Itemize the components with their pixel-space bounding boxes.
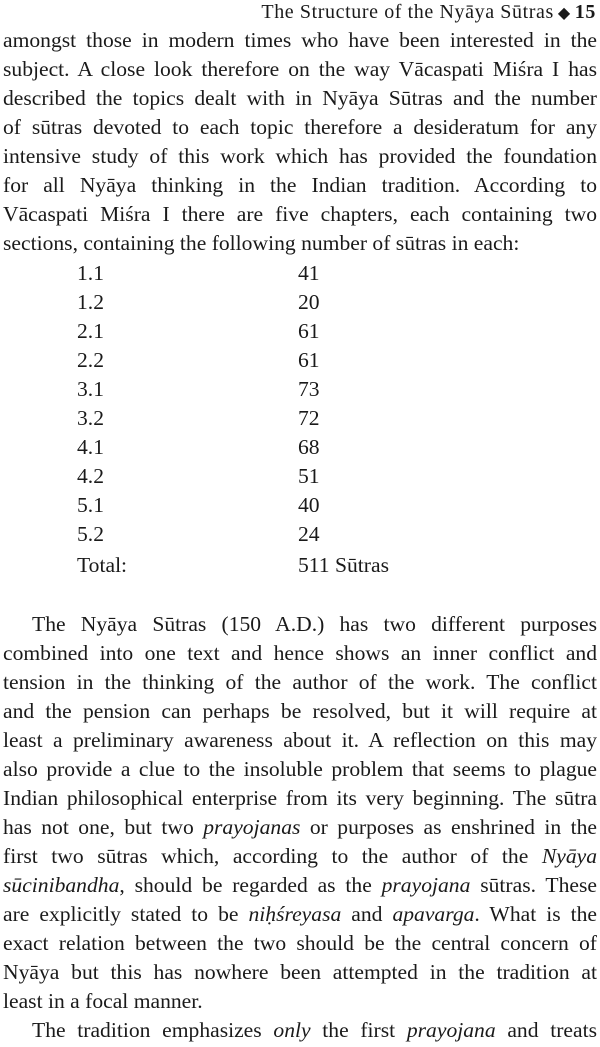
text-segment: for all Nyāya thinking in the Indian tradition. According to	[3, 173, 597, 197]
running-header	[261, 0, 596, 26]
text-line	[3, 668, 597, 697]
text-segment: Vācaspati Miśra I there are five chapters, each containing two	[3, 202, 597, 226]
text-segment: sections, containing the following number of sūtras in each:	[3, 231, 520, 255]
text-segment: exact relation between the two should be the central concern of	[3, 931, 597, 955]
text-line	[3, 871, 597, 900]
text-segment: combined into one text and hence shows an inner conflict and	[3, 641, 597, 665]
italic-term: prayojana	[381, 873, 471, 897]
running-title: The Structure of the Nyāya Sūtras	[261, 1, 554, 23]
text-segment: has not one, but two	[3, 815, 204, 839]
text-line	[3, 726, 597, 755]
text-line	[3, 697, 597, 726]
text-line	[3, 987, 597, 1016]
text-segment: first two sūtras which, according to the author of the	[3, 844, 542, 868]
sutra-count: 51	[298, 464, 320, 488]
sutra-count: 40	[298, 493, 320, 517]
text-line	[3, 171, 597, 200]
text-segment: and	[341, 902, 393, 926]
text-segment: tension in the thinking of the author of the work. The conflict	[3, 670, 597, 694]
text-line	[32, 610, 597, 639]
section-number: 4.2	[77, 464, 104, 488]
text-line	[3, 813, 597, 842]
sutra-count: 24	[298, 522, 320, 546]
text-segment: Indian philosophical enterprise from its very beginning. The sūtra	[3, 786, 597, 810]
section-number: 2.1	[77, 319, 104, 343]
text-line	[3, 55, 597, 84]
sutra-count: 73	[298, 377, 320, 401]
sutra-count: 41	[298, 261, 320, 285]
text-line	[3, 639, 597, 668]
text-segment: least in a focal manner.	[3, 989, 203, 1013]
section-number: 1.2	[77, 290, 104, 314]
italic-term: niḥśreyasa	[248, 902, 342, 926]
total-value: 511 Sūtras	[298, 553, 389, 577]
text-segment: or purposes as enshrined in the	[300, 815, 597, 839]
text-segment: and treats	[495, 1018, 597, 1042]
text-line	[3, 113, 597, 142]
text-segment: least a preliminary awareness about it. A reflection on this may	[3, 728, 597, 752]
text-segment: are explicitly stated to be	[3, 902, 249, 926]
text-line	[3, 26, 597, 55]
italic-term: sūcinibandha	[3, 873, 120, 897]
text-segment: Nyāya but this has nowhere been attempted in the tradition at	[3, 960, 597, 984]
section-number: 3.1	[77, 377, 104, 401]
diamond-separator-icon: ◆	[557, 5, 571, 22]
text-line	[3, 142, 597, 171]
sutra-count: 72	[298, 406, 320, 430]
sutra-count: 68	[298, 435, 320, 459]
section-number: 5.2	[77, 522, 104, 546]
text-line	[3, 229, 597, 258]
sutra-count: 61	[298, 319, 320, 343]
text-line	[3, 900, 597, 929]
text-segment: The Nyāya Sūtras (150 A.D.) has two different purposes	[32, 612, 597, 636]
section-number: 5.1	[77, 493, 104, 517]
text-segment: described the topics dealt with in Nyāya Sūtras and the number	[3, 86, 597, 110]
text-segment: and the pension can perhaps be resolved, but it will require at	[3, 699, 597, 723]
text-line	[3, 958, 597, 987]
text-segment: also provide a clue to the insoluble problem that seems to plague	[3, 757, 597, 781]
sutra-count: 20	[298, 290, 320, 314]
text-line	[3, 842, 597, 871]
text-line	[3, 84, 597, 113]
text-segment: sūtras. These	[470, 873, 597, 897]
text-line	[3, 200, 597, 229]
text-segment: . What is the	[474, 902, 597, 926]
page-number: 15	[574, 1, 596, 23]
text-segment: amongst those in modern times who have been interested in the	[3, 28, 597, 52]
text-segment: The tradition emphasizes	[32, 1018, 274, 1042]
text-segment: of sūtras devoted to each topic therefore a desideratum for any	[3, 115, 597, 139]
italic-term: prayojana	[406, 1018, 496, 1042]
italic-term: Nyāya	[541, 844, 597, 868]
section-number: 4.1	[77, 435, 104, 459]
text-line	[3, 784, 597, 813]
italic-term: apavarga	[392, 902, 475, 926]
italic-term: prayojanas	[203, 815, 301, 839]
text-segment: the first	[310, 1018, 407, 1042]
section-number: 3.2	[77, 406, 104, 430]
text-segment: intensive study of this work which has provided the foundation	[3, 144, 597, 168]
section-number: 2.2	[77, 348, 104, 372]
text-line	[3, 929, 597, 958]
text-line	[3, 755, 597, 784]
text-segment: subject. A close look therefore on the way Vācaspati Miśra I has	[3, 57, 597, 81]
sutra-count: 61	[298, 348, 320, 372]
total-label: Total:	[77, 553, 128, 577]
text-line	[32, 1016, 597, 1045]
italic-term: only	[273, 1018, 311, 1042]
section-number: 1.1	[77, 261, 104, 285]
text-segment: , should be regarded as the	[119, 873, 382, 897]
